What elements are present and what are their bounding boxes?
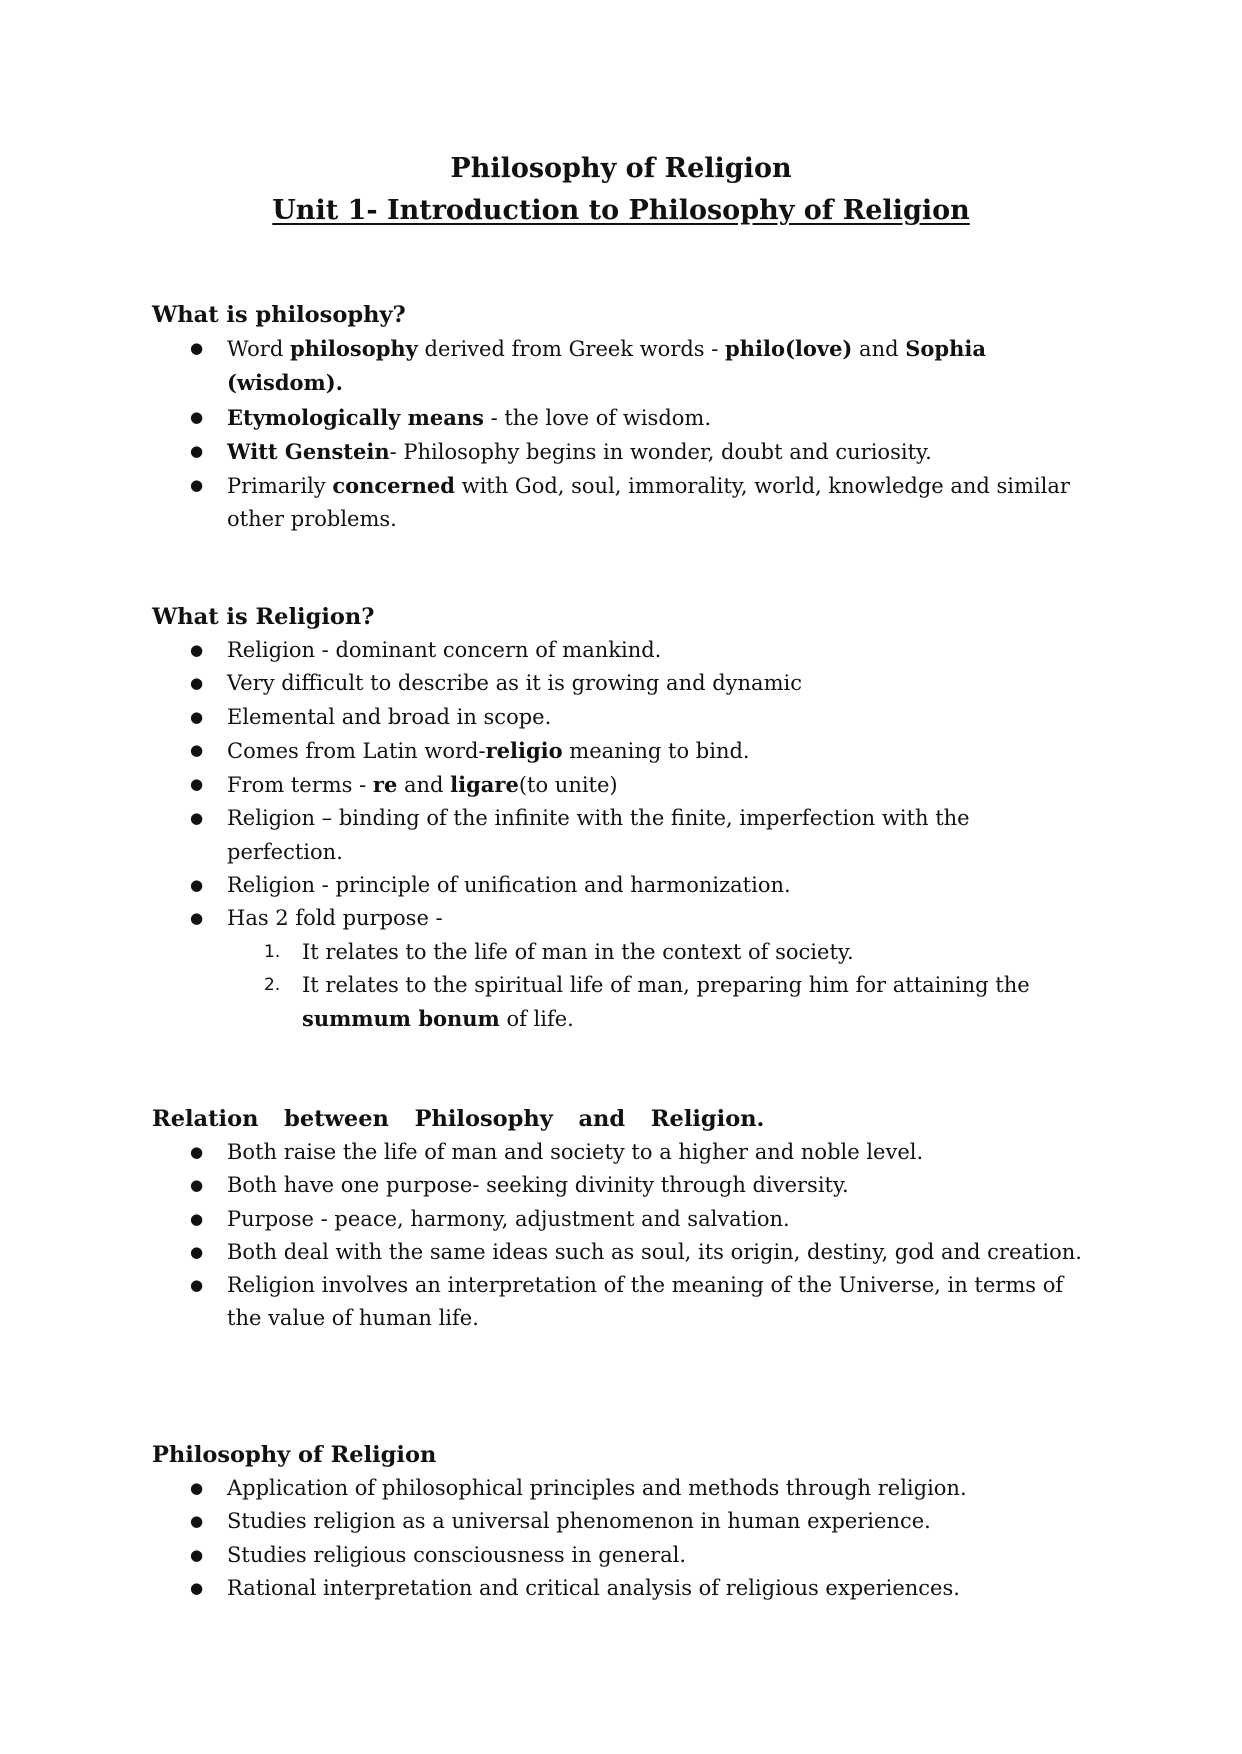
section-heading: Relation between Philosophy and Religion. [152,1106,765,1132]
bold-text: religio [485,737,563,763]
bullet-icon: ● [190,876,204,895]
text-run: Both deal with the same ideas such as soul, its origin, destiny, god and creation. [227,1239,1082,1264]
bullet-icon: ● [190,707,204,726]
bullet-icon: ● [190,1512,204,1531]
section-heading: Philosophy of Religion [152,1442,437,1468]
list-item-text [227,1576,960,1600]
bold-text: philosophy [289,336,418,361]
list-item-text [227,337,986,395]
list-item [152,1169,1092,1202]
numbered-item [152,936,1092,969]
text-run: Religion involves an interpretation of the meaning of the Universe, in terms of the value of human life. [227,1273,1064,1331]
text-run: Religion - principle of unification and harmonization. [227,873,791,898]
bullet-icon: ● [190,339,204,357]
section-what-is-philosophy [152,298,1092,537]
text-run: It relates to the life of man in the context of society. [302,939,854,964]
item-number: 1. [264,941,281,962]
text-run: Elemental and broad in scope. [227,704,552,729]
list-item-text [227,1140,923,1164]
text-run: Rational interpretation and critical analysis of religious experiences. [227,1575,960,1600]
numbered-sublist [152,936,1092,1037]
text-run: and [852,337,906,361]
numbered-item [152,969,1092,1037]
list-item-text [227,638,661,662]
numbered-item-text [302,973,1030,1031]
list-item-text [227,806,970,863]
text-run: Studies religion as a universal phenomenon in human experience. [227,1509,931,1534]
list-item [152,1505,1092,1538]
bold-text: Witt Genstein [227,438,390,464]
bullet-list [152,634,1092,1037]
list-item-text [227,474,1070,531]
text-run: Purpose - peace, harmony, adjustment and salvation. [227,1206,790,1231]
list-item [152,667,1092,700]
bold-text: re [372,772,398,798]
text-run: Both have one purpose- seeking divinity through diversity. [227,1173,849,1198]
list-item [152,701,1092,734]
text-run: Religion - dominant concern of mankind. [227,638,662,662]
bullet-icon: ● [190,674,204,693]
list-item-text [227,1476,967,1500]
section-relation [152,1102,1092,1336]
section-heading: What is philosophy? [152,302,406,328]
bullet-icon: ● [190,1479,204,1497]
text-run: (to unite) [518,773,618,798]
list-item [152,802,1092,869]
text-run: Application of philosophical principles and methods through religion. [227,1476,967,1500]
list-item-text [227,1509,931,1533]
text-run: Has 2 fold purpose - [227,906,443,931]
list-item-text [227,739,750,763]
list-item [152,902,1092,935]
bullet-icon: ● [190,1578,204,1597]
list-item-text [227,440,932,464]
list-item [152,332,1092,401]
title-block [0,148,1242,232]
list-item [152,469,1092,537]
text-run: derived from Greek words - [417,337,726,361]
bullet-icon: ● [190,740,204,759]
list-item [152,768,1092,802]
list-item [152,1539,1092,1572]
list-item-text [227,671,802,695]
bold-text: ligare [450,772,519,798]
item-number: 2. [264,974,281,995]
text-run: - the love of wisdom. [483,405,711,430]
list-item-text [227,1543,686,1567]
text-run: Both raise the life of man and society to a higher and noble level. [227,1140,924,1164]
list-item-text [227,1207,790,1231]
text-run: Word [227,337,290,361]
bullet-list [152,332,1092,537]
list-item-text [227,705,551,729]
bullet-icon: ● [190,407,204,426]
text-run: Very difficult to describe as it is growing and dynamic [227,671,802,696]
document-title: Philosophy of Religion [450,153,792,184]
list-item [152,734,1092,768]
list-item [152,401,1092,435]
list-item [152,1269,1092,1336]
list-item-text [227,1273,1063,1330]
text-run: Primarily [227,474,333,499]
bold-text: summum bonum [302,1006,500,1032]
bullet-icon: ● [190,441,204,460]
bold-text: Etymologically means [227,404,484,430]
list-item [152,1236,1092,1269]
bullet-icon: ● [190,909,204,928]
bullet-icon: ● [190,641,204,659]
text-run: of life. [499,1007,574,1032]
bold-text: Sophia (wisdom). [227,336,986,396]
bullet-icon: ● [190,809,204,828]
list-item [152,1472,1092,1505]
text-run: - Philosophy begins in wonder, doubt and curiosity. [389,439,932,464]
bullet-icon: ● [190,1176,204,1195]
bold-text: philo(love) [725,336,853,361]
section-heading: What is Religion? [152,604,375,630]
text-run: Studies religious consciousness in general. [227,1542,687,1567]
text-run: It relates to the spiritual life of man, preparing him for attaining the [302,972,1030,997]
bullet-icon: ● [190,1545,204,1564]
list-item-text [227,1173,849,1197]
bullet-list [152,1136,1092,1336]
list-item [152,869,1092,902]
list-item-text [227,1240,1082,1264]
list-item [152,1136,1092,1169]
list-item-text [227,406,711,430]
numbered-item-text [302,940,854,964]
text-run: with God, soul, immorality, world, knowledge and similar other problems. [227,474,1070,532]
text-run: Comes from Latin word- [227,738,486,763]
section-philosophy-of-religion [152,1438,1092,1605]
list-item [152,1203,1092,1236]
bullet-icon: ● [190,1242,204,1261]
bullet-icon: ● [190,775,204,794]
bullet-icon: ● [190,476,204,495]
text-run: meaning to bind. [562,738,750,763]
text-run: Religion – binding of the infinite with the finite, imperfection with the perfection. [227,806,970,864]
document-subtitle: Unit 1- Introduction to Philosophy of Religion [272,195,970,226]
list-item [152,634,1092,667]
bullet-icon: ● [190,1143,204,1161]
list-item-text [227,906,443,930]
section-what-is-religion [152,600,1092,1037]
bullet-icon: ● [190,1276,204,1295]
bullet-icon: ● [190,1209,204,1228]
bold-text: concerned [332,473,455,499]
bullet-list [152,1472,1092,1605]
list-item [152,1572,1092,1605]
list-item-text [227,773,618,797]
list-item-text [227,873,791,897]
text-run: From terms - [227,773,373,798]
list-item [152,435,1092,469]
text-run: and [397,773,451,798]
